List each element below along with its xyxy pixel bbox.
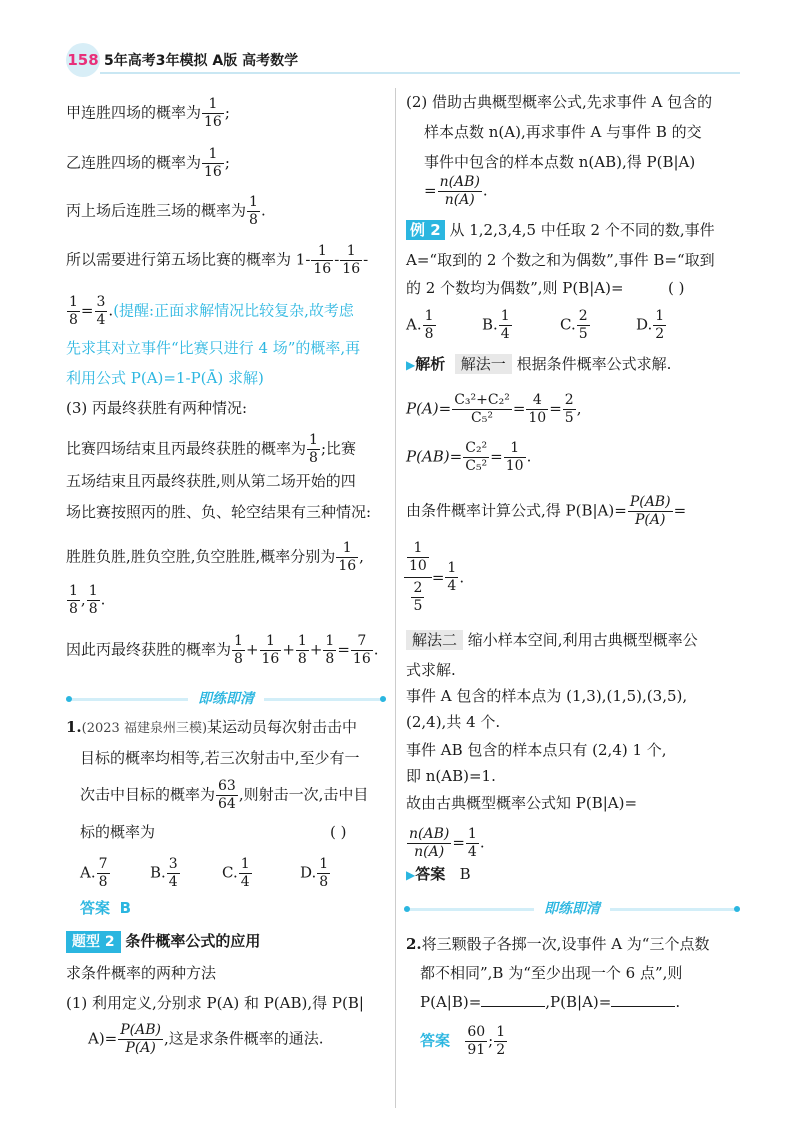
q2-line-3: P(A|B)= ,P(B|A)= .	[420, 993, 681, 1011]
topic-tag: 题型 2	[66, 931, 121, 953]
method2-line-2: 样本点数 n(A),再求事件 A 与事件 B 的交	[424, 123, 702, 141]
method-2-tag: 解法二	[406, 630, 463, 650]
ex2-option-b: B. $\frac{1}{4}$	[482, 308, 510, 342]
hint-text-2: 先求其对立事件“比赛只进行 4 场”的概率,再	[66, 339, 361, 357]
sample-a-line: 事件 A 包含的样本点为 (1,3),(1,5),(3,5),	[406, 687, 688, 705]
example2-answer: ▶答案 B	[406, 865, 471, 883]
method2-line-3: 事件中包含的样本点数 n(AB),得 P(B|A)	[424, 153, 696, 171]
compound-fraction: $\frac{\frac{1}{10}}{\frac{2}{5}}$ = $\frac{1}{4}$ .	[404, 540, 464, 615]
method-2-line-2: 式求解.	[406, 661, 456, 679]
five-game-line: 五场结束且丙最终获胜,则从第二场开始的四	[66, 472, 356, 490]
example-tag: 例 2	[406, 220, 445, 240]
classical-result: $\frac{n(AB)}{n(A)}$ = $\frac{1}{4}$ .	[409, 826, 485, 860]
q1-option-d: D. $\frac{1}{8}$	[300, 856, 329, 890]
jia-prob-line: 甲连胜四场的概率为 $\frac{1}{16}$ ;	[66, 96, 230, 130]
q2-line-2: 都不相同”,B 为“至少出现一个 6 点”,则	[420, 964, 683, 982]
fifth-game-line: 所以需要进行第五场比赛的概率为 1- $\frac{1}{16}$ - $\frac{1}{16}$ -	[66, 243, 369, 277]
cases-prob-line: 胜胜负胜,胜负空胜,负空胜胜,概率分别为 $\frac{1}{16}$ ,	[66, 540, 364, 574]
sample-ab-line: 事件 AB 包含的样本点只有 (2,4) 1 个,	[406, 741, 667, 759]
q1-option-c: C. $\frac{1}{4}$	[222, 856, 250, 890]
topic-line-3: A)= $\frac{P(AB)}{P(A)}$ ,这是求条件概率的通法.	[88, 1022, 324, 1056]
pab-formula: P(AB)= $\frac{\text{C₂²}}{\text{C₅²}}$ = $\frac{1}{10}$ .	[406, 440, 532, 474]
ex2-option-d: D. $\frac{1}{2}$	[636, 308, 665, 342]
q1-answer: 答案 B	[80, 899, 131, 917]
q1-line-1: 1.(2023 福建泉州三模)某运动员每次射击击中	[66, 718, 358, 736]
hint-text-3: 利用公式 P(A)=1-P(Ā) 求解)	[66, 369, 264, 387]
part3-intro: (3) 丙最终获胜有两种情况:	[66, 399, 248, 417]
header-rule	[100, 72, 740, 74]
column-divider	[395, 88, 396, 1108]
q1-line-3: 次击中目标的概率为 $\frac{63}{64}$ ,则射击一次,击中目	[80, 778, 369, 812]
four-game-line: 比赛四场结束且丙最终获胜的概率为 $\frac{1}{8}$ ;比赛	[66, 432, 356, 466]
nab-line: 即 n(AB)=1.	[406, 767, 496, 785]
topic-line-2: (1) 利用定义,分别求 P(A) 和 P(AB),得 P(B|	[66, 994, 364, 1012]
fifth-game-result-line: $\frac{1}{8}$ = $\frac{3}{4}$ .(提醒:正面求解情况比较复杂,故考虑	[69, 294, 354, 328]
topic-heading: 题型 2 条件概率公式的应用	[66, 931, 260, 953]
example2-line-1: 例 2 从 1,2,3,4,5 中任取 2 个不同的数,事件	[406, 220, 715, 240]
method-2-line: 解法二 缩小样本空间,利用古典概型概率公	[406, 630, 698, 650]
hint-text-1: (提醒:正面求解情况比较复杂,故考虑	[113, 301, 354, 320]
book-title: 5年高考3年模拟 A版 高考数学	[104, 53, 299, 69]
q2-line-1: 2.将三颗骰子各掷一次,设事件 A 为“三个点数	[406, 935, 710, 953]
blank-2	[611, 992, 675, 1007]
example2-line-3: 的 2 个数均为偶数”,则 P(B|A)=	[406, 279, 624, 297]
q2-answer: 答案 $\frac{60}{91}$ ; $\frac{1}{2}$	[420, 1024, 506, 1058]
page-number: 158	[66, 43, 100, 77]
triangle-icon: ▶	[406, 868, 416, 882]
q1-answer-paren: ( )	[330, 823, 347, 841]
yi-prob-line: 乙连胜四场的概率为 $\frac{1}{16}$ ;	[66, 146, 230, 180]
topic-line-1: 求条件概率的两种方法	[66, 964, 217, 982]
method-1-tag: 解法一	[455, 354, 512, 374]
q1-line-2: 目标的概率均相等,若三次射击中,至少有一	[80, 749, 360, 767]
blank-1	[481, 992, 545, 1007]
practice-banner-2: 即练即清	[404, 900, 740, 918]
cases-prob-cont: $\frac{1}{8}$ , $\frac{1}{8}$ .	[69, 583, 106, 617]
bing-prob-line: 丙上场后连胜三场的概率为 $\frac{1}{8}$ .	[66, 194, 266, 228]
sample-a-count: (2,4),共 4 个.	[406, 713, 501, 731]
bing-win-prob: 因此丙最终获胜的概率为 $\frac{1}{8}$ + $\frac{1}{16}$ + $\frac{1}{8}$ + $\frac{1}{8}$ = $\frac{7}{16}$ .	[66, 633, 379, 667]
analysis-line: ▶解析 解法一 根据条件概率公式求解.	[406, 355, 672, 373]
method2-line-1: (2) 借助古典概型概率公式,先求事件 A 包含的	[406, 93, 713, 111]
example2-answer-paren: ( )	[668, 279, 685, 297]
q1-option-b: B. $\frac{3}{4}$	[150, 856, 178, 890]
ex2-option-c: C. $\frac{2}{5}$	[560, 308, 588, 342]
example2-line-2: A=“取到的 2 个数之和为偶数”,事件 B=“取到	[406, 251, 715, 269]
cond-formula: 由条件概率计算公式,得 P(B|A)= $\frac{P(AB)}{P(A)}$ =	[406, 494, 687, 528]
method2-line-4: = $\frac{n(AB)}{n(A)}$ .	[424, 174, 488, 208]
q1-option-a: A. $\frac{7}{8}$	[80, 856, 108, 890]
three-cases-line: 场比赛按照丙的胜、负、轮空结果有三种情况:	[66, 503, 372, 521]
classical-line: 故由古典概型概率公式知 P(B|A)=	[406, 794, 638, 812]
practice-banner-1: 即练即清	[66, 690, 386, 708]
triangle-icon: ▶	[406, 358, 416, 372]
pa-formula: P(A)= $\frac{\text{C₃²+C₂²}}{\text{C₅²}}$ = $\frac{4}{10}$ = $\frac{2}{5}$ ,	[406, 392, 582, 426]
q1-line-4: 标的概率为	[80, 823, 156, 841]
ex2-option-a: A. $\frac{1}{8}$	[406, 308, 434, 342]
